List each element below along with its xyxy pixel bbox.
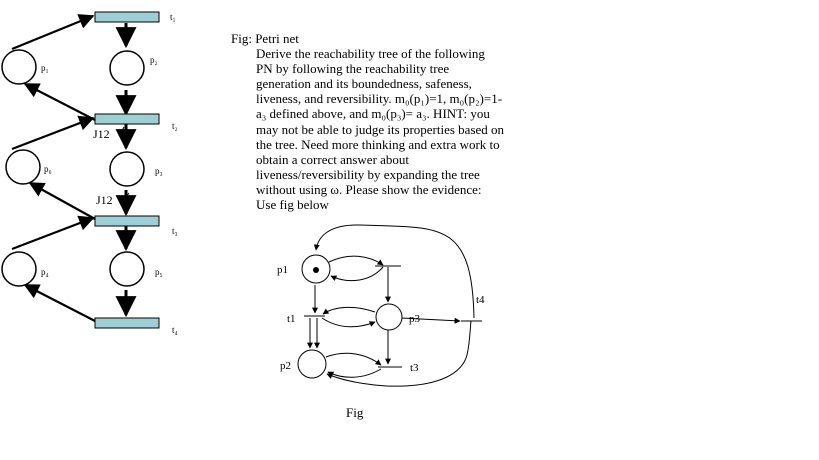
left-label-p4: p₄ [41, 267, 49, 277]
arc-t4-to-p1 [316, 225, 474, 318]
left-label-p5: p₅ [155, 267, 163, 277]
right-label-p3: p3 [409, 313, 420, 325]
left-arc-label-j12-upper: J12 [93, 127, 110, 141]
right-label-p1: p1 [277, 264, 288, 276]
right-label-t4: t4 [476, 294, 485, 306]
arc-t3-to-p2 [328, 369, 381, 377]
arc-p2-to-t3 [326, 353, 381, 365]
arc-p3-to-t1 [323, 307, 375, 314]
left-label-t3: t₃ [172, 226, 178, 236]
figure-caption-petri-net: Fig: Petri net [231, 31, 299, 46]
left-place-p4 [2, 252, 36, 286]
left-place-p2 [110, 51, 144, 85]
left-label-t1: t₁ [170, 12, 176, 22]
left-transition-t3 [95, 216, 159, 226]
left-place-p1 [2, 50, 36, 84]
right-petri-net [298, 225, 482, 386]
left-place-p3 [110, 152, 144, 186]
arc-p1-to-tr [329, 256, 383, 265]
arc-t1-to-p3 [322, 318, 375, 327]
left-label-p3: p₃ [155, 166, 163, 176]
left-transition-t1 [95, 12, 159, 22]
right-label-t1: t1 [287, 313, 296, 325]
right-label-t3: t3 [410, 362, 419, 374]
problem-text [231, 31, 531, 212]
left-label-p6: p₆ [44, 164, 52, 174]
right-label-p2: p2 [280, 360, 291, 372]
left-place-p6 [6, 150, 40, 184]
right-place-p3 [376, 304, 402, 330]
right-place-p2 [298, 350, 326, 378]
left-arc-label-j12-lower: J12 [96, 193, 113, 207]
left-arc-tick-upper [119, 127, 124, 136]
left-label-t2: t₂ [172, 121, 178, 131]
left-label-p2: p₂ [150, 55, 158, 65]
arc-tr-to-p1 [331, 267, 383, 281]
left-place-p5 [110, 252, 144, 286]
right-figure-caption: Fig [346, 405, 364, 420]
left-petri-net [2, 12, 178, 335]
problem-statement: Derive the reachability tree of the following PN by following the reachability tree generation and its boundedness, safeness, liveness, and reversibility. m₀(p₁)=1, m₀(p₂)=1- a₃ defined above, and m₀(p₃)= a₃. HINT: you may not be able to judge its properties based on the tree. Need more thinking and extra work to obtain a correct answer about liveness/reversibility by expanding the tree without using ω. Please show the evidence: Use fig below [256, 46, 505, 213]
left-transition-t2 [95, 114, 159, 124]
left-transition-t4 [95, 318, 159, 328]
right-token-p1 [313, 267, 319, 273]
left-label-t4: t₄ [172, 325, 178, 335]
left-label-p1: p₁ [41, 63, 49, 73]
